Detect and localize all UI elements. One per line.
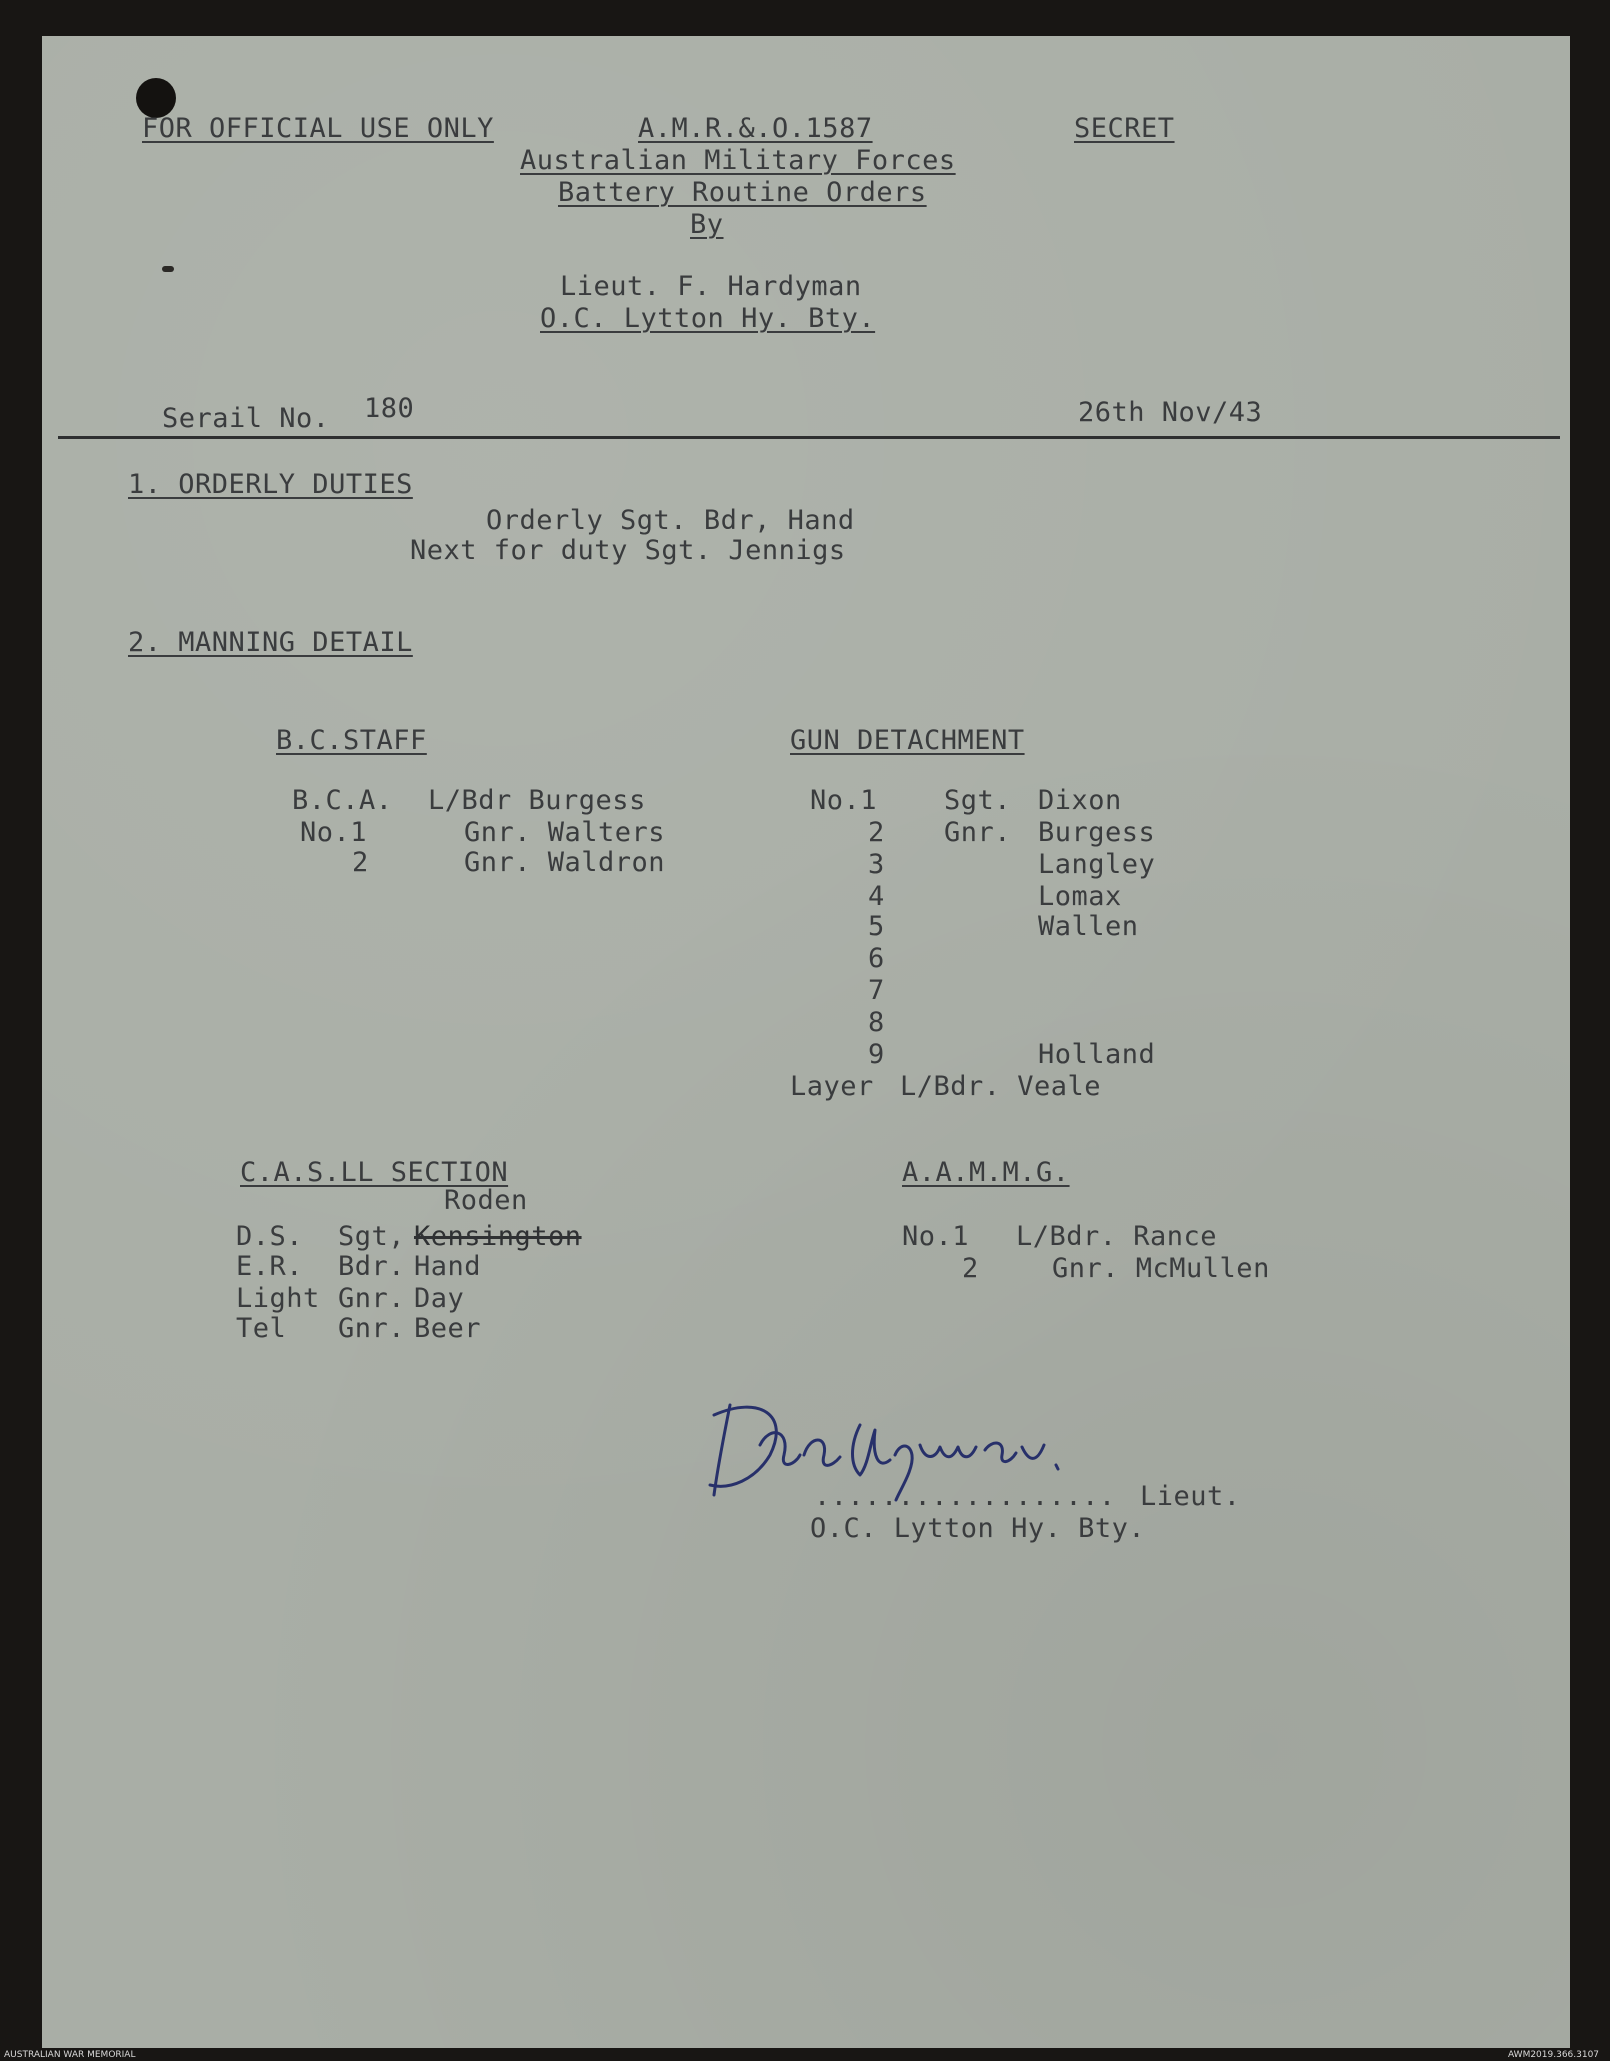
casl-rank-4: Gnr. — [338, 1313, 406, 1344]
gun-pos-5: 5 — [868, 911, 885, 942]
serial-date: 26th Nov/43 — [1078, 397, 1263, 428]
aammg-pos-1: No.1 — [902, 1221, 970, 1252]
casl-pos-2: E.R. — [236, 1251, 304, 1282]
orderly-sergeant: Orderly Sgt. Bdr, Hand — [486, 505, 855, 536]
bc-staff-name-3: Gnr. Waldron — [464, 847, 666, 878]
gun-pos-3: 3 — [868, 849, 885, 880]
signature-unit: O.C. Lytton Hy. Bty. — [810, 1513, 1146, 1544]
signature-rank: Lieut. — [1140, 1481, 1241, 1512]
gun-pos-9: 9 — [868, 1039, 885, 1070]
footer-accession-number: AWM2019.366.3107 — [1508, 2050, 1600, 2060]
aammg-pos-2: 2 — [962, 1253, 979, 1284]
casl-rank-1: Sgt, — [338, 1221, 406, 1252]
header-rule — [58, 436, 1560, 439]
gun-name-1: Dixon — [1038, 785, 1122, 816]
bc-staff-name-2: Gnr. Walters — [464, 817, 666, 848]
casl-name-3: Day — [414, 1283, 465, 1314]
layer-label: Layer — [790, 1071, 874, 1102]
title-line-2: Battery Routine Orders — [558, 177, 927, 208]
officer-name: Lieut. F. Hardyman — [560, 271, 862, 302]
casl-name-1-struck: Kensington — [414, 1221, 582, 1252]
aammg-heading: A.A.M.M.G. — [902, 1157, 1070, 1188]
document-page — [42, 36, 1570, 2048]
casl-rank-2: Bdr. — [338, 1251, 406, 1282]
bc-staff-pos-2: No.1 — [300, 817, 368, 848]
casl-pos-4: Tel — [236, 1313, 287, 1344]
signature-dots: .................. — [814, 1481, 1116, 1512]
casl-pos-3: Light — [236, 1283, 320, 1314]
gun-name-3: Langley — [1038, 849, 1156, 880]
next-for-duty: Next for duty Sgt. Jennigs — [410, 535, 846, 566]
gun-pos-1: No.1 — [810, 785, 878, 816]
casl-insert-name: Roden — [444, 1185, 528, 1216]
bc-staff-pos-3: 2 — [352, 847, 369, 878]
unit-name: O.C. Lytton Hy. Bty. — [540, 303, 876, 334]
serial-number: 180 — [364, 393, 415, 424]
casl-pos-1: D.S. — [236, 1221, 304, 1252]
gun-rank-2: Gnr. — [944, 817, 1012, 848]
serial-label: Serail No. — [162, 403, 330, 434]
aammg-name-1: L/Bdr. Rance — [1016, 1221, 1218, 1252]
gun-name-2: Burgess — [1038, 817, 1156, 848]
section-2-heading: 2. MANNING DETAIL — [128, 627, 413, 658]
reference-number: A.M.R.&.O.1587 — [638, 113, 873, 144]
layer-name: L/Bdr. Veale — [900, 1071, 1102, 1102]
gun-pos-6: 6 — [868, 943, 885, 974]
bc-staff-pos-1: B.C.A. — [292, 785, 393, 816]
bc-staff-name-1: L/Bdr Burgess — [428, 785, 646, 816]
official-use-label: FOR OFFICIAL USE ONLY — [142, 113, 494, 144]
casl-section-heading: C.A.S.LL SECTION — [240, 1157, 509, 1188]
gun-name-5: Wallen — [1038, 911, 1139, 942]
gun-pos-4: 4 — [868, 881, 885, 912]
casl-name-4: Beer — [414, 1313, 482, 1344]
title-line-1: Australian Military Forces — [520, 145, 956, 176]
punch-hole — [136, 78, 176, 118]
gun-detachment-heading: GUN DETACHMENT — [790, 725, 1025, 756]
gun-pos-2: 2 — [868, 817, 885, 848]
ink-speck — [162, 266, 174, 272]
title-line-3: By — [690, 209, 724, 240]
classification-label: SECRET — [1074, 113, 1175, 144]
gun-pos-8: 8 — [868, 1007, 885, 1038]
section-1-heading: 1. ORDERLY DUTIES — [128, 469, 413, 500]
casl-name-2: Hand — [414, 1251, 482, 1282]
gun-rank-1: Sgt. — [944, 785, 1012, 816]
bc-staff-heading: B.C.STAFF — [276, 725, 427, 756]
aammg-name-2: Gnr. McMullen — [1052, 1253, 1270, 1284]
gun-pos-7: 7 — [868, 975, 885, 1006]
footer-institution: AUSTRALIAN WAR MEMORIAL — [4, 2050, 136, 2060]
casl-rank-3: Gnr. — [338, 1283, 406, 1314]
gun-name-9: Holland — [1038, 1039, 1156, 1070]
gun-name-4: Lomax — [1038, 881, 1122, 912]
